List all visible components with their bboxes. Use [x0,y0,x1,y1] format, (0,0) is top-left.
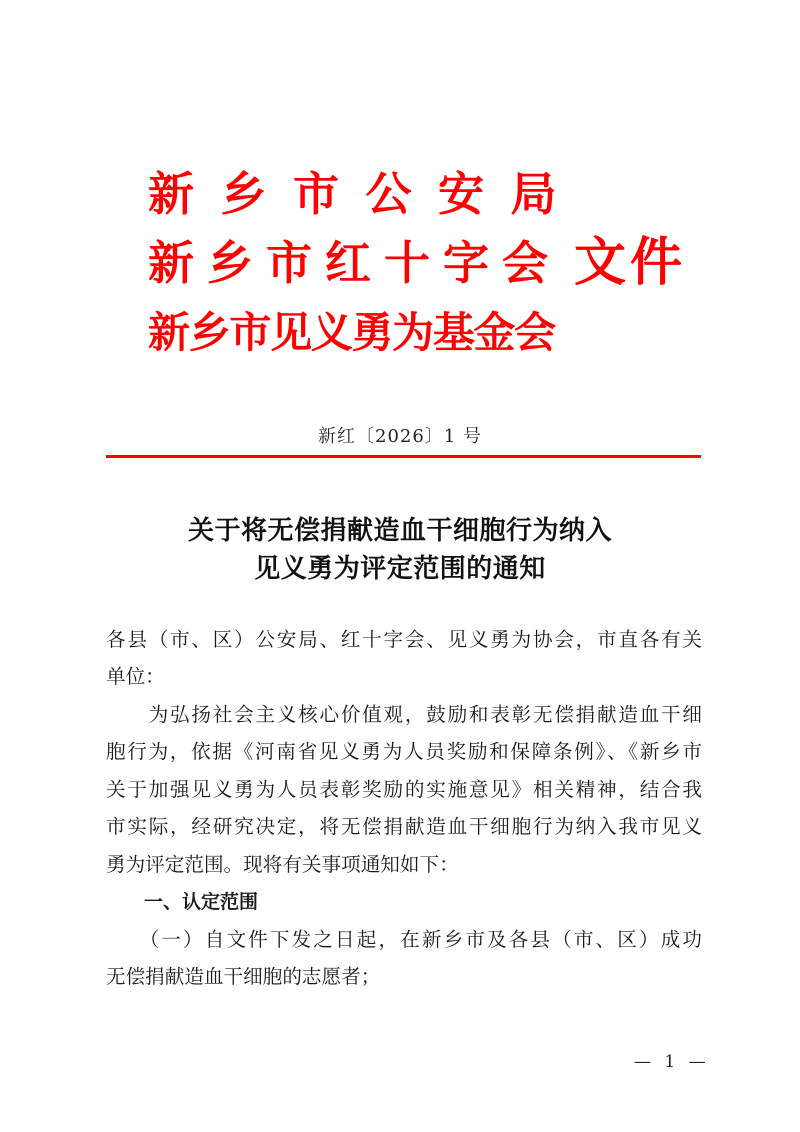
paragraph-line: 胞行为，依据《河南省见义勇为人员奖励和保障条例》、《新乡市 [106,740,702,763]
issuer-char: 义 [310,308,353,357]
paragraph-line: 为弘扬社会主义核心价值观，鼓励和表彰无偿捐献造血干细 [106,703,702,726]
paragraph-line: 市实际，经研究决定，将无偿捐献造血干细胞行为纳入我市见义 [106,815,702,838]
issuer-char: 会 [514,308,557,357]
issuer-char: 新 [148,308,191,357]
section-heading: 一、认定范围 [106,891,259,913]
salutation-line: 单位： [106,665,165,688]
issuer-char: 安 [438,167,484,221]
issuer-char: 市 [229,308,272,357]
issuer-char: 十 [384,236,430,290]
document-label-char: 文 [573,232,626,293]
paragraph-line: 勇为评定范围。现将有关事项通知如下： [106,853,459,876]
document-label [572,232,684,293]
paragraph-line: 关于加强见义勇为人员表彰奖励的实施意见》相关精神，结合我 [106,778,702,801]
issuer-char: 局 [510,167,557,221]
salutation-line: 各县（市、区）公安局、红十字会、见义勇为协会，市直各有关 [106,628,702,651]
issuer-char: 为 [392,308,435,357]
issuer-char: 金 [473,308,516,357]
paragraph-line: 无偿捐献造血干细胞的志愿者； [106,965,381,988]
document-number: 新红〔2026〕1 号 [318,426,482,447]
issuer-char: 新 [148,167,194,221]
issuer-char: 红 [325,236,371,290]
page-number: — 1 — [634,1052,710,1072]
issuer-char: 公 [365,167,412,221]
issuer-char: 市 [293,167,339,221]
issuer-char: 乡 [220,167,267,221]
paragraph-line: （一）自文件下发之日起，在新乡市及各县（市、区）成功 [106,928,702,951]
issuer-char: 乡 [207,236,253,290]
title-line-2: 见义勇为评定范围的通知 [254,554,546,584]
red-separator-rule [106,455,701,458]
issuer-red-cross [148,235,547,291]
issuer-char: 字 [443,236,489,290]
issuer-righteous-fund [148,305,555,361]
issuer-char: 会 [502,236,548,290]
title-line-1: 关于将无偿捐献造血干细胞行为纳入 [187,516,612,546]
issuer-char: 新 [148,236,194,290]
document-label-char: 件 [629,232,682,293]
issuer-char: 乡 [188,308,231,357]
issuer-char: 勇 [351,308,394,357]
issuer-char: 见 [270,308,313,357]
issuer-char: 市 [266,236,312,290]
issuer-public-security-bureau [148,166,556,222]
issuer-char: 基 [432,308,475,357]
